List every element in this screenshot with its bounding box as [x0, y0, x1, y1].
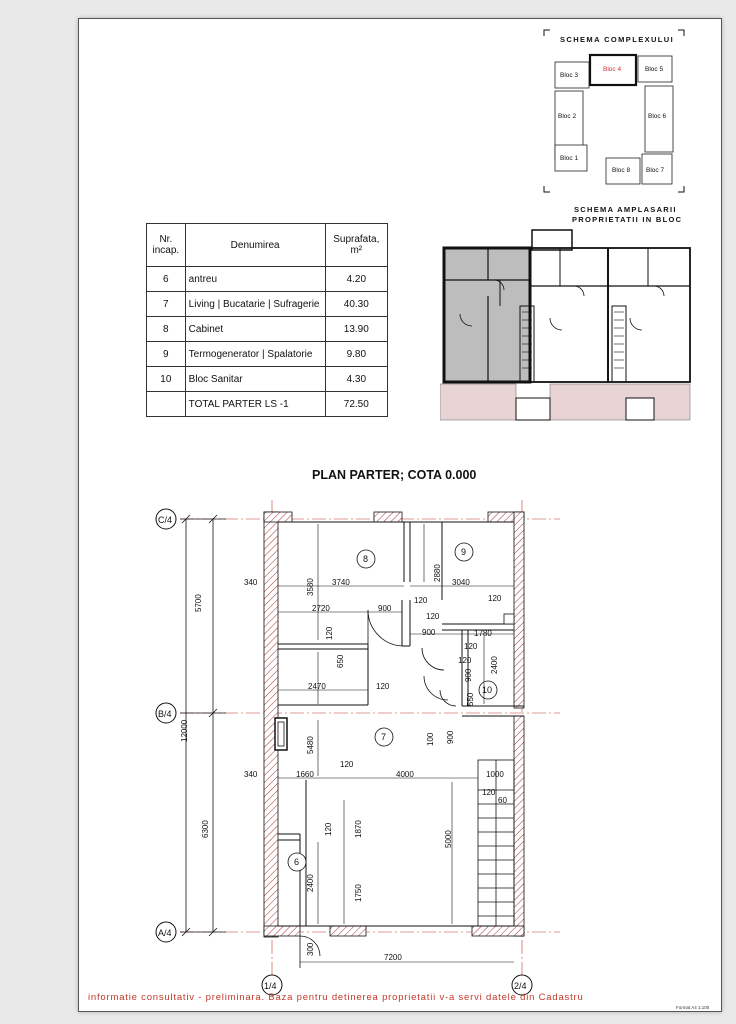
- row-name: antreu: [185, 267, 325, 292]
- dim-300: 300: [306, 942, 315, 956]
- dim-1870: 1870: [354, 820, 363, 838]
- dim-3580: 3580: [306, 578, 315, 596]
- amplasare-title-1: SCHEMA AMPLASARII: [574, 205, 677, 214]
- dim-120-e: 120: [458, 656, 472, 665]
- dim-120-c: 120: [426, 612, 440, 621]
- plan-title: PLAN PARTER; COTA 0.000: [312, 468, 477, 482]
- dim-900-d: 900: [446, 730, 455, 744]
- axis-1-4: 1/4: [264, 981, 277, 991]
- dim-120-h: 120: [482, 788, 496, 797]
- room-7-marker: 7: [381, 732, 387, 742]
- header-nr: Nr. incap.: [147, 224, 186, 267]
- footer-disclaimer: informatie consultativ - preliminara. Baza pentru detinerea proprietatii v-a servi datele din Cadastru: [88, 992, 584, 1003]
- dim-2400-b: 2400: [306, 874, 315, 892]
- dim-650: 650: [336, 654, 345, 668]
- axis-b4: B/4: [158, 709, 172, 719]
- room-9-marker: 9: [461, 547, 467, 557]
- room-8-marker: 8: [363, 554, 369, 564]
- row-name: Cabinet: [185, 317, 325, 342]
- dim-60: 60: [498, 796, 507, 805]
- axis-2-4: 2/4: [514, 981, 527, 991]
- dim-900-c: 900: [464, 668, 473, 682]
- dim-3040: 3040: [452, 578, 470, 587]
- dim-3740: 3740: [332, 578, 350, 587]
- dim-1000: 1000: [486, 770, 504, 779]
- dim-900-a: 900: [378, 604, 392, 613]
- total-area: 72.50: [325, 392, 387, 417]
- row-area: 4.20: [325, 267, 387, 292]
- row-area: 4.30: [325, 367, 387, 392]
- header-area: Suprafata, m²: [325, 224, 387, 267]
- dim-900-b: 900: [422, 628, 436, 637]
- dim-340-bottom: 340: [244, 770, 258, 779]
- row-name: Bloc Sanitar: [185, 367, 325, 392]
- dim-1780: 1780: [474, 629, 492, 638]
- dim-2880: 2880: [433, 564, 442, 582]
- block-8-label: Bloc 8: [612, 167, 631, 174]
- axis-a4: A/4: [158, 928, 172, 938]
- row-nr: 7: [147, 292, 186, 317]
- row-name: Living | Bucatarie | Sufragerie: [185, 292, 325, 317]
- amplasare-title-2: PROPRIETATII IN BLOC: [572, 215, 683, 224]
- row-name: Termogenerator | Spalatorie: [185, 342, 325, 367]
- dim-340-top: 340: [244, 578, 258, 587]
- row-nr: 10: [147, 367, 186, 392]
- row-area: 40.30: [325, 292, 387, 317]
- room-10-marker: 10: [482, 685, 493, 695]
- block-5-label: Bloc 5: [645, 66, 664, 73]
- dim-5000: 5000: [444, 830, 453, 848]
- row-area: 9.80: [325, 342, 387, 367]
- dim-100: 100: [426, 732, 435, 746]
- row-nr: 8: [147, 317, 186, 342]
- dim-120-b: 120: [488, 594, 502, 603]
- dim-5480: 5480: [306, 736, 315, 754]
- dim-120-f: 120: [376, 682, 390, 691]
- dim-4000: 4000: [396, 770, 414, 779]
- row-area: 13.90: [325, 317, 387, 342]
- block-3-label: Bloc 3: [560, 72, 579, 79]
- dim-550: 550: [466, 692, 475, 706]
- total-label: TOTAL PARTER LS -1: [185, 392, 325, 417]
- dim-2720: 2720: [312, 604, 330, 613]
- dim-1750: 1750: [354, 884, 363, 902]
- block-6-label: Bloc 6: [648, 113, 667, 120]
- block-2-label: Bloc 2: [558, 113, 577, 120]
- dim-1660: 1660: [296, 770, 314, 779]
- block-1-label: Bloc 1: [560, 155, 579, 162]
- dim-12000: 12000: [180, 719, 189, 742]
- row-nr: 9: [147, 342, 186, 367]
- dim-120-vertical-b: 120: [324, 822, 333, 836]
- axis-c4: C/4: [158, 515, 173, 525]
- room-6-marker: 6: [294, 857, 300, 867]
- row-nr: 6: [147, 267, 186, 292]
- dim-5700: 5700: [194, 594, 203, 612]
- dim-7200: 7200: [384, 953, 402, 962]
- dim-2400-a: 2400: [490, 656, 499, 674]
- block-7-label: Bloc 7: [646, 167, 665, 174]
- schema-title: SCHEMA COMPLEXULUI: [560, 35, 675, 44]
- dim-120-g: 120: [340, 760, 354, 769]
- dim-6300: 6300: [201, 820, 210, 838]
- header-name: Denumirea: [185, 224, 325, 267]
- dim-120-a: 120: [414, 596, 428, 605]
- format-note: Format A4 1:100: [676, 1005, 710, 1010]
- dim-120-d: 120: [464, 642, 478, 651]
- block-4-label: Bloc 4: [603, 66, 622, 73]
- dim-120-vertical-a: 120: [325, 626, 334, 640]
- dim-2470: 2470: [308, 682, 326, 691]
